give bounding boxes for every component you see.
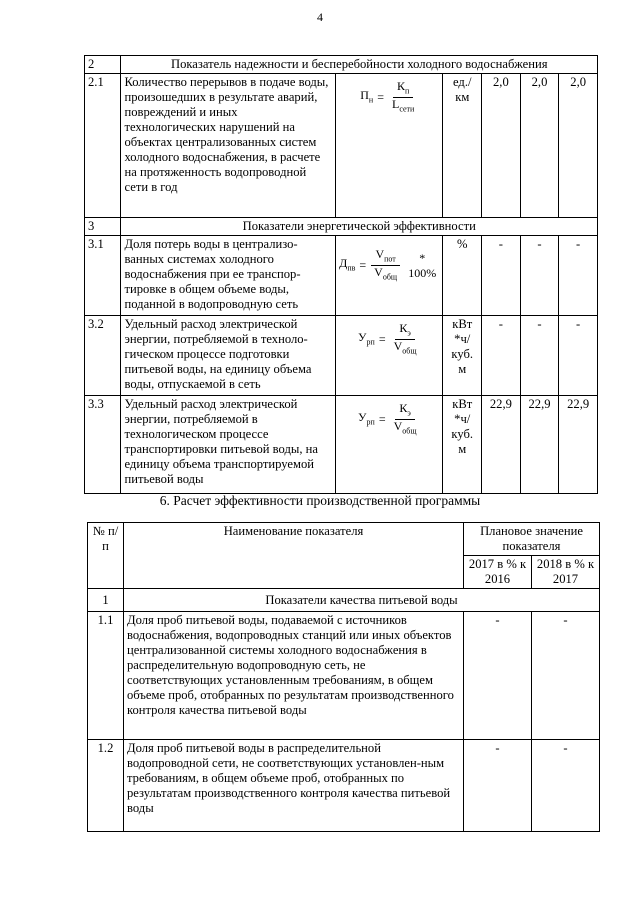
header-year-2: 2018 в % к 2017 [532, 556, 600, 589]
table-row [85, 316, 598, 396]
formula: $У_{рп}$ = $К_э$ $V_{общ}$ [336, 316, 443, 396]
table-row [88, 740, 600, 832]
indicator-name: Доля проб питьевой воды, подаваемой с источников водоснабжения, водопроводных станций или иных объектов централизованной системы холодного водоснабжения в распределительную водопроводную сеть, не соответствующих установленным требованиям, в общем объеме проб, отобранных по результатам производственного контроля качества питьевой воды [124, 612, 464, 740]
indicator-name: Удельный расход электрической энергии, потребляемой в технологическом процессе транспортировки питьевой воды, на единицу объема транспортируемой питьевой воды [121, 396, 336, 494]
section-number: 2 [85, 56, 121, 74]
unit: кВт *ч/ куб. м [443, 396, 482, 494]
value-2: - [520, 236, 559, 316]
indicator-name: Доля проб питьевой воды в распределительной водопроводной сети, не соответствующих установлен-ным требованиям, в общем объеме проб, отобранных по результатам производственного контроля качества питьевой воды [124, 740, 464, 832]
value-2: - [532, 740, 600, 832]
section-row [85, 56, 598, 74]
section-title: Показатели энергетической эффективности [121, 218, 598, 236]
indicator-name: Количество перерывов в подаче воды, произошедших в результате аварий, повреждений и иных технологических нарушений на объектах централизованных систем холодного водоснабжения, в расчете на протяженность водопроводной сети в год [121, 74, 336, 218]
unit: ед./ км [443, 74, 482, 218]
row-number: 3.1 [85, 236, 121, 316]
row-number: 1.2 [88, 740, 124, 832]
header-year-1: 2017 в % к 2016 [464, 556, 532, 589]
value-1: - [482, 236, 521, 316]
row-number: 3.2 [85, 316, 121, 396]
header-plan: Плановое значение показателя [464, 523, 600, 556]
row-number: 2.1 [85, 74, 121, 218]
table-row [85, 74, 598, 218]
value-2: - [520, 316, 559, 396]
value-2: 22,9 [520, 396, 559, 494]
value-1: 2,0 [482, 74, 521, 218]
table-row [85, 396, 598, 494]
table-row [85, 236, 598, 316]
value-1: 22,9 [482, 396, 521, 494]
section-title: Показатель надежности и бесперебойности холодного водоснабжения [121, 56, 598, 74]
value-1: - [464, 612, 532, 740]
value-2: 2,0 [520, 74, 559, 218]
value-3: 22,9 [559, 396, 598, 494]
value-3: - [559, 316, 598, 396]
indicator-name: Доля потерь воды в централизо-ванных системах холодного водоснабжения при ее транспор-тировке в общем объеме воды, поданной в водопроводную сеть [121, 236, 336, 316]
indicator-name: Удельный расход электрической энергии, потребляемой в техноло-гическом процессе подготовки питьевой воды, на единицу объема воды, отпускаемой в сеть [121, 316, 336, 396]
section-number: 3 [85, 218, 121, 236]
section-heading: 6. Расчет эффективности производственной программы [159, 493, 481, 508]
unit: кВт *ч/ куб. м [443, 316, 482, 396]
section-title: Показатели качества питьевой воды [124, 589, 600, 612]
section-row [88, 589, 600, 612]
value-3: 2,0 [559, 74, 598, 218]
value-1: - [482, 316, 521, 396]
formula: $П_н$ = $К_п$ $L_{сети}$ [336, 74, 443, 218]
formula: $У_{рп}$ = $К_э$ $V_{общ}$ [336, 396, 443, 494]
formula: $Д_{пв}$ = $V_{пот}$ $V_{общ}$ * 100% [336, 236, 443, 316]
section-row [85, 218, 598, 236]
value-1: - [464, 740, 532, 832]
header-name: Наименование показателя [124, 523, 464, 589]
unit: % [443, 236, 482, 316]
efficiency-table [87, 522, 600, 832]
row-number: 3.3 [85, 396, 121, 494]
value-3: - [559, 236, 598, 316]
header-number: № п/п [88, 523, 124, 589]
indicators-table [84, 55, 598, 494]
page-number: 4 [317, 10, 323, 24]
row-number: 1.1 [88, 612, 124, 740]
header-row [88, 523, 600, 556]
value-2: - [532, 612, 600, 740]
section-number: 1 [88, 589, 124, 612]
table-row [88, 612, 600, 740]
